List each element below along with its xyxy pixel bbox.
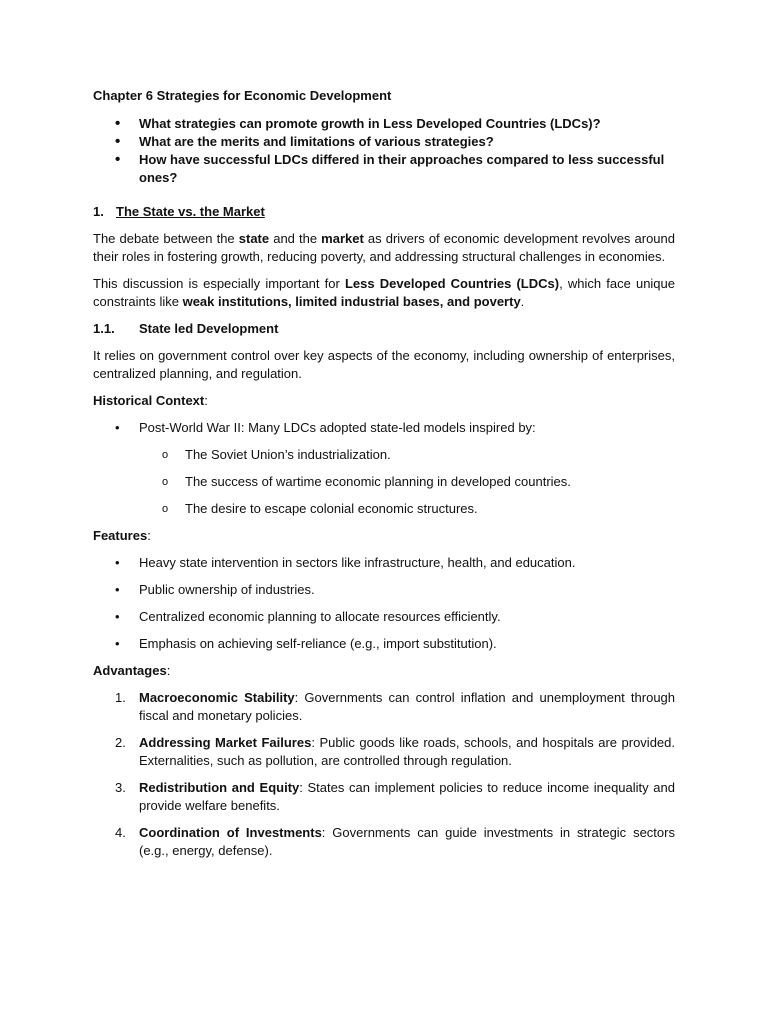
ldc-paragraph: This discussion is especially important for Less Developed Countries (LDCs), which face unique constraints like weak institutions, limited industrial bases, and poverty. [93, 276, 675, 309]
advantage-item: 3. Redistribution and Equity: States can implement policies to reduce income inequality and provide welfare benefits. [115, 780, 675, 813]
sublist-item: o The desire to escape colonial economic structures. [139, 500, 675, 518]
question-item: • What are the merits and limitations of various strategies? [93, 133, 675, 151]
section-number: 1. [93, 204, 104, 219]
list-item: • Post-World War II: Many LDCs adopted state-led models inspired by: o The Soviet Union’s industrialization. o The success of wartime economic planning in developed countries. o The desire to escape colonial economic structures. [93, 419, 675, 518]
inspiration-sublist [139, 446, 675, 518]
list-item: • Centralized economic planning to allocate resources efficiently. [93, 608, 675, 626]
intro-paragraph: The debate between the state and the market as drivers of economic development revolves around their roles in fostering growth, reducing poverty, and addressing structural challenges in economies. [93, 231, 675, 264]
advantages-label: Advantages: [93, 663, 171, 678]
advantage-item: 4. Coordination of Investments: Governments can guide investments in strategic sectors (e.g., energy, defense). [115, 825, 675, 858]
question-item: • How have successful LDCs differed in their approaches compared to less successful ones? [93, 151, 675, 187]
section-title: The State vs. the Market [116, 204, 265, 219]
list-item: • Heavy state intervention in sectors like infrastructure, health, and education. [93, 554, 675, 572]
definition-paragraph: It relies on government control over key aspects of the economy, including ownership of enterprises, centralized planning, and regulation. [93, 348, 675, 381]
sublist-item: o The success of wartime economic planning in developed countries. [139, 473, 675, 491]
features-list [93, 554, 675, 653]
chapter-title: Chapter 6 Strategies for Economic Development [93, 88, 392, 103]
advantage-item: 1. Macroeconomic Stability: Governments can control inflation and unemployment through fiscal and monetary policies. [115, 690, 676, 723]
historical-context-list [93, 419, 675, 518]
section-heading [93, 203, 675, 221]
list-item: • Emphasis on achieving self-reliance (e.g., import substitution). [93, 635, 675, 653]
guiding-questions-list [93, 115, 675, 187]
sublist-item: o The Soviet Union’s industrialization. [139, 446, 675, 464]
features-label: Features: [93, 528, 151, 543]
subsection-title: State led Development [139, 321, 279, 336]
question-item: • What strategies can promote growth in Less Developed Countries (LDCs)? [93, 115, 675, 133]
document-content [93, 87, 675, 869]
historical-context-label: Historical Context: [93, 393, 208, 408]
advantages-list [93, 689, 675, 860]
subsection-number: 1.1. [93, 321, 115, 336]
list-item: • Public ownership of industries. [93, 581, 675, 599]
advantage-item: 2. Addressing Market Failures: Public goods like roads, schools, and hospitals are provided. Externalities, such as pollution, are controlled through regulation. [115, 735, 675, 768]
subsection-heading [93, 320, 675, 338]
